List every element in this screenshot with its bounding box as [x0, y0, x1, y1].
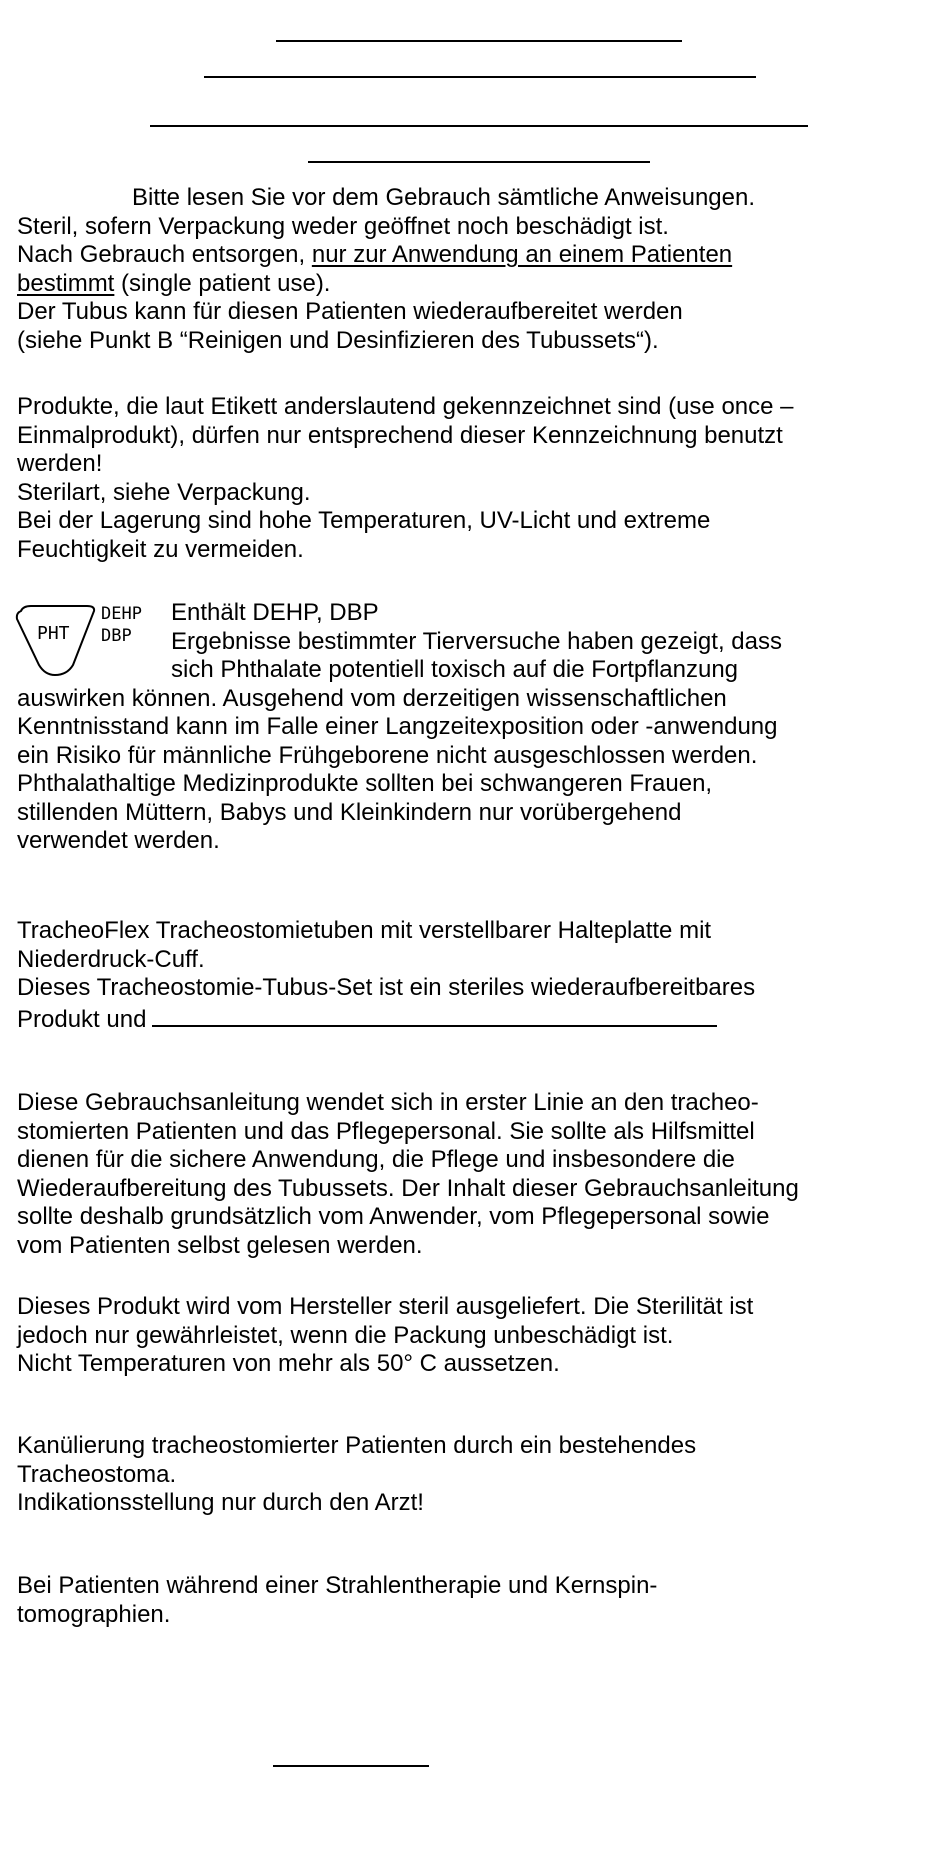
dehp-line: Kenntnisstand kann im Falle einer Langzeitexposition oder -anwendung [17, 713, 778, 740]
product-description-line: TracheoFlex Tracheostomietuben mit verstellbarer Halteplatte mit [17, 917, 712, 944]
single-patient-underlined-text: nur zur Anwendung an einem Patienten [311, 241, 733, 268]
products-line: Produkte, die laut Etikett anderslautend gekennzeichnet sind (use once – [17, 393, 794, 420]
contraindication-paragraph [17, 1572, 937, 1629]
intro-line: (siehe Punkt B “Reinigen und Desinfizieren des Tubussets“). [17, 326, 659, 354]
header-blank-line-1 [276, 40, 682, 42]
products-paragraph [17, 393, 937, 564]
sterile-line: Dieses Produkt wird vom Hersteller steril ausgeliefert. Die Sterilität ist [17, 1293, 754, 1320]
intro-line: Der Tubus kann für diesen Patienten wiederaufbereitet werden [17, 298, 683, 325]
dehp-line: verwendet werden. [17, 827, 220, 854]
guide-line: stomierten Patienten und das Pflegepersonal. Sie sollte als Hilfsmittel [17, 1117, 755, 1145]
dehp-line: sich Phthalate potentiell toxisch auf die Fortpflanzung [171, 656, 739, 683]
indication-line: Tracheostoma. [17, 1460, 177, 1488]
product-description-text: Produkt und [17, 1005, 147, 1033]
guide-line: Wiederaufbereitung des Tubussets. Der Inhalt dieser Gebrauchsanleitung [17, 1174, 799, 1202]
dbp-label: DBP [101, 626, 132, 646]
products-line: Feuchtigkeit zu vermeiden. [17, 535, 304, 563]
dehp-line: stillenden Müttern, Babys und Kleinkindern nur vorübergehend [17, 798, 682, 826]
guide-line: dienen für die sichere Anwendung, die Pflege und insbesondere die [17, 1146, 735, 1173]
intro-line: Bitte lesen Sie vor dem Gebrauch sämtliche Anweisungen. [132, 184, 756, 211]
product-description-paragraph [17, 917, 937, 1031]
guide-paragraph [17, 1089, 937, 1260]
pht-label: PHT [37, 623, 70, 644]
guide-line: Diese Gebrauchsanleitung wendet sich in erster Linie an den tracheo- [17, 1089, 759, 1116]
product-description-line: Dieses Tracheostomie-Tubus-Set ist ein steriles wiederaufbereitbares [17, 974, 756, 1001]
dehp-paragraph [17, 599, 937, 856]
products-line: werden! [17, 450, 103, 477]
indication-line: Kanülierung tracheostomierter Patienten durch ein bestehendes [17, 1432, 697, 1459]
dehp-line: auswirken können. Ausgehend vom derzeitigen wissenschaftlichen [17, 684, 727, 712]
dehp-line: ein Risiko für männliche Frühgeborene nicht ausgeschlossen werden. [17, 741, 758, 769]
intro-line [17, 241, 937, 270]
indication-paragraph [17, 1432, 937, 1518]
dehp-line: Enthält DEHP, DBP [171, 599, 379, 626]
intro-paragraph [17, 184, 937, 355]
intro-line [17, 270, 937, 299]
sterile-line: jedoch nur gewährleistet, wenn die Packung unbeschädigt ist. [17, 1321, 674, 1349]
header-blank-line-3 [150, 125, 808, 127]
sterile-line: Nicht Temperaturen von mehr als 50° C aussetzen. [17, 1350, 560, 1377]
intro-text: Nach Gebrauch entsorgen, [17, 241, 312, 268]
products-line: Einmalprodukt), dürfen nur entsprechend dieser Kennzeichnung benutzt [17, 421, 783, 449]
contraindication-line: tomographien. [17, 1600, 171, 1628]
header-blank-line-2 [204, 76, 756, 78]
header-blank-line-4 [308, 161, 650, 163]
products-line: Bei der Lagerung sind hohe Temperaturen, UV-Licht und extreme [17, 507, 711, 534]
indication-line: Indikationsstellung nur durch den Arzt! [17, 1489, 424, 1516]
product-description-line: Niederdruck-Cuff. [17, 945, 205, 973]
intro-text: (single patient use). [114, 269, 331, 297]
dehp-line: Phthalathaltige Medizinprodukte sollten bei schwangeren Frauen, [17, 770, 713, 797]
products-line: Sterilart, siehe Verpackung. [17, 478, 311, 506]
sterile-paragraph [17, 1293, 937, 1379]
product-description-line [17, 1003, 937, 1032]
guide-line: vom Patienten selbst gelesen werden. [17, 1231, 423, 1259]
guide-line: sollte deshalb grundsätzlich vom Anwender, vom Pflegepersonal sowie [17, 1203, 770, 1230]
dehp-label: DEHP [101, 604, 142, 624]
product-blank-line [152, 1003, 717, 1027]
single-patient-underlined-text: bestimmt [17, 269, 115, 297]
footer-blank-line [273, 1765, 429, 1767]
dehp-line: Ergebnisse bestimmter Tierversuche haben gezeigt, dass [171, 627, 782, 655]
contraindication-line: Bei Patienten während einer Strahlentherapie und Kernspin- [17, 1572, 658, 1599]
intro-line: Steril, sofern Verpackung weder geöffnet noch beschädigt ist. [17, 212, 669, 240]
